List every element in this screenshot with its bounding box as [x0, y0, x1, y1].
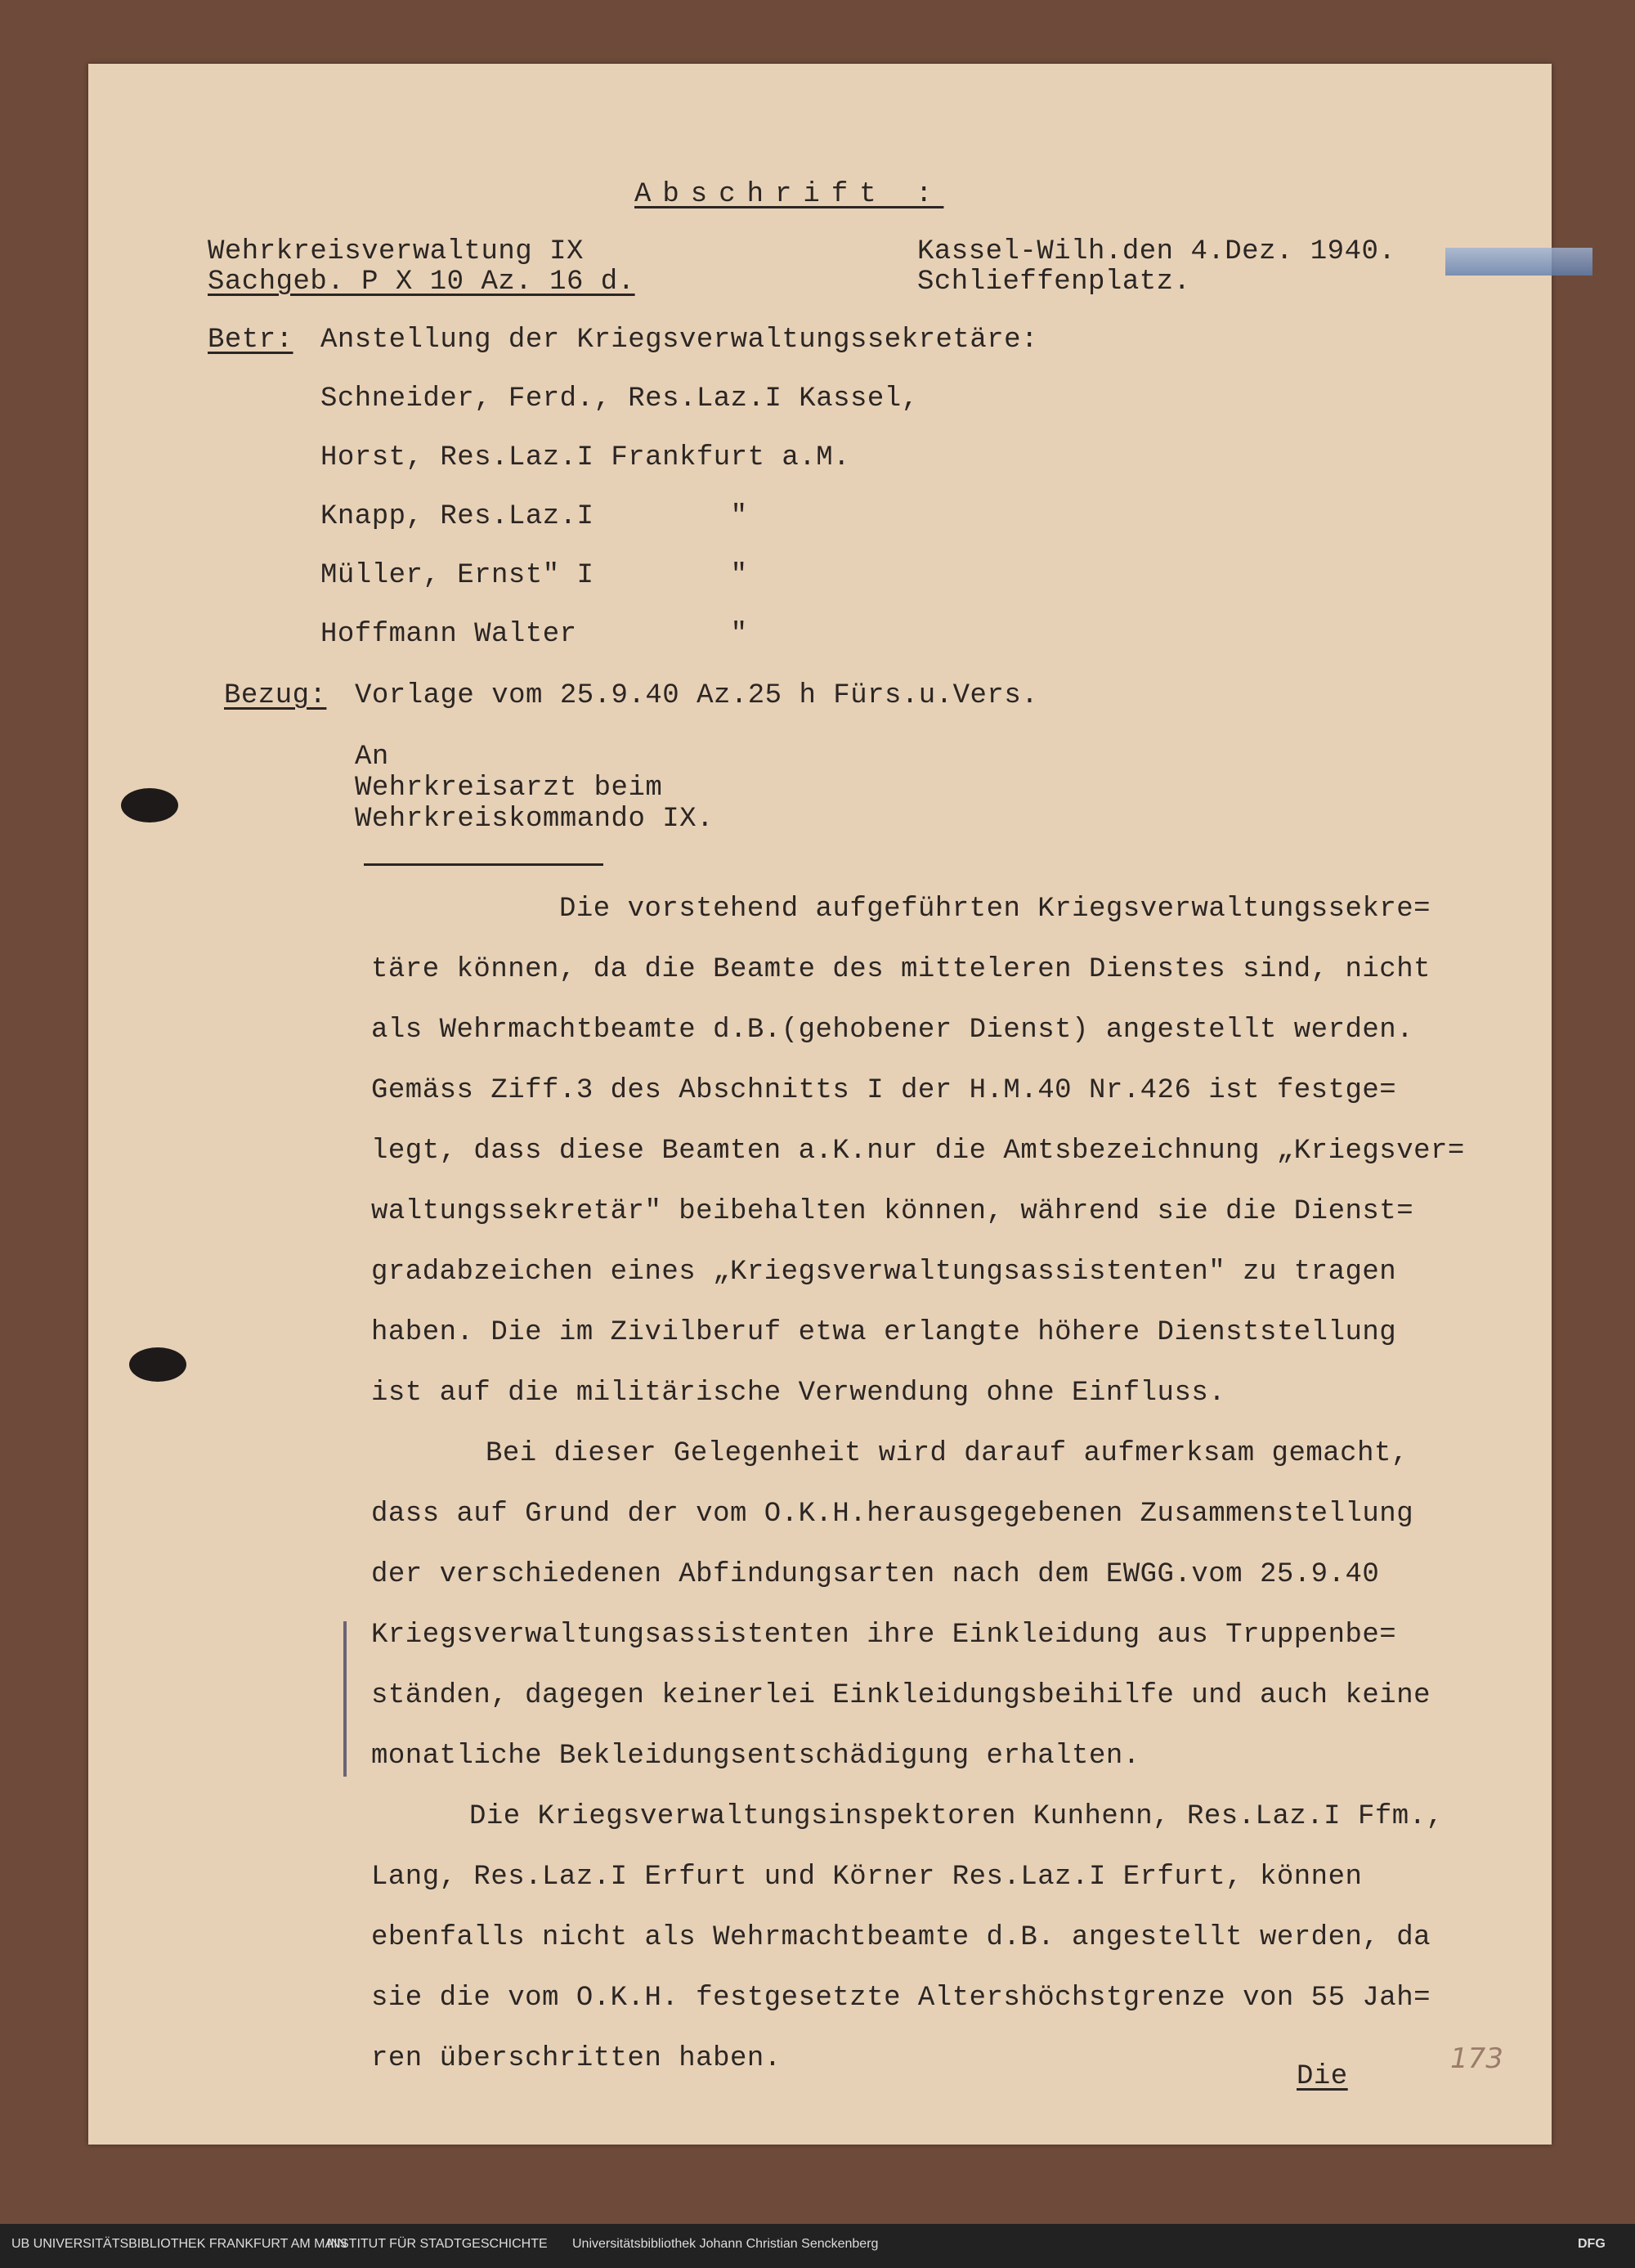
body-line: Die vorstehend aufgeführten Kriegsverwaltungssekre=: [559, 894, 1431, 925]
body-line: Die Kriegsverwaltungsinspektoren Kunhenn, Res.Laz.I Ffm.,: [469, 1801, 1444, 1832]
page-number: 173: [1450, 2042, 1503, 2075]
sender-line-2: Sachgeb. P X 10 Az. 16 d.: [208, 267, 635, 298]
body-line: Kriegsverwaltungsassistenten ihre Einkleidung aus Truppenbe=: [371, 1620, 1397, 1651]
recipient-line: An: [355, 742, 389, 773]
margin-mark: [343, 1621, 347, 1777]
bezug-text: Vorlage vom 25.9.40 Az.25 h Fürs.u.Vers.: [355, 680, 1039, 711]
footer-bar: [0, 2224, 1635, 2268]
body-line: ebenfalls nicht als Wehrmachtbeamte d.B. angestellt werden, da: [371, 1922, 1431, 1953]
body-line: ständen, dagegen keinerlei Einkleidungsbeihilfe und auch keine: [371, 1680, 1431, 1711]
body-line: der verschiedenen Abfindungsarten nach dem EWGG.vom 25.9.40: [371, 1559, 1380, 1590]
document-title: Abschrift :: [634, 179, 944, 210]
person-line: Horst, Res.Laz.I Frankfurt a.M.: [320, 442, 851, 473]
body-line: täre können, da die Beamte des mitteleren Dienstes sind, nicht: [371, 954, 1431, 985]
punch-hole-bottom: [129, 1347, 186, 1382]
body-line: ist auf die militärische Verwendung ohne Einfluss.: [371, 1378, 1226, 1409]
person-line: Schneider, Ferd., Res.Laz.I Kassel,: [320, 383, 919, 415]
punch-hole-top: [121, 788, 178, 822]
place-date: Kassel-Wilh.den 4.Dez. 1940.: [917, 236, 1396, 267]
body-line: gradabzeichen eines „Kriegsverwaltungsassistenten" zu tragen: [371, 1257, 1397, 1288]
person-line: Hoffmann Walter ": [320, 619, 748, 650]
betr-label: Betr:: [208, 325, 293, 356]
blue-stamp-mark: [1445, 248, 1592, 276]
body-line: sie die vom O.K.H. festgesetzte Altershöchstgrenze von 55 Jah=: [371, 1983, 1431, 2014]
footer-center: Universitätsbibliothek Johann Christian Senckenberg: [572, 2237, 879, 2251]
body-line: Lang, Res.Laz.I Erfurt und Körner Res.Laz.I Erfurt, können: [371, 1862, 1363, 1893]
person-line: Müller, Ernst" I ": [320, 560, 748, 591]
recipient-line: Wehrkreisarzt beim: [355, 773, 663, 804]
body-line: legt, dass diese Beamten a.K.nur die Amtsbezeichnung „Kriegsver=: [371, 1136, 1465, 1167]
bezug-label: Bezug:: [224, 680, 327, 711]
body-line: monatliche Bekleidungsentschädigung erhalten.: [371, 1741, 1140, 1772]
continuation-word: Die: [1297, 2061, 1348, 2092]
body-line: als Wehrmachtbeamte d.B.(gehobener Dienst) angestellt werden.: [371, 1015, 1414, 1046]
body-line: dass auf Grund der vom O.K.H.herausgegebenen Zusammenstellung: [371, 1499, 1414, 1530]
footer-library-logo: UB UNIVERSITÄTSBIBLIOTHEK FRANKFURT AM MAIN: [11, 2237, 347, 2251]
body-line: Gemäss Ziff.3 des Abschnitts I der H.M.40 Nr.426 ist festge=: [371, 1075, 1397, 1106]
place-address: Schlieffenplatz.: [917, 267, 1191, 298]
recipient-rule: [364, 863, 603, 866]
recipient-line: Wehrkreiskommando IX.: [355, 804, 714, 835]
footer-dfg: DFG: [1578, 2237, 1606, 2251]
body-line: haben. Die im Zivilberuf etwa erlangte höhere Dienststellung: [371, 1317, 1397, 1348]
document-page: [88, 64, 1552, 2145]
footer-institute: INSTITUT FÜR STADTGESCHICHTE: [327, 2237, 548, 2251]
body-line: ren überschritten haben.: [371, 2043, 782, 2074]
body-line: waltungssekretär" beibehalten können, während sie die Dienst=: [371, 1196, 1414, 1227]
betr-text: Anstellung der Kriegsverwaltungssekretäre:: [320, 325, 1038, 356]
body-line: Bei dieser Gelegenheit wird darauf aufmerksam gemacht,: [486, 1438, 1409, 1469]
sender-line-1: Wehrkreisverwaltung IX: [208, 236, 584, 267]
person-line: Knapp, Res.Laz.I ": [320, 501, 748, 532]
